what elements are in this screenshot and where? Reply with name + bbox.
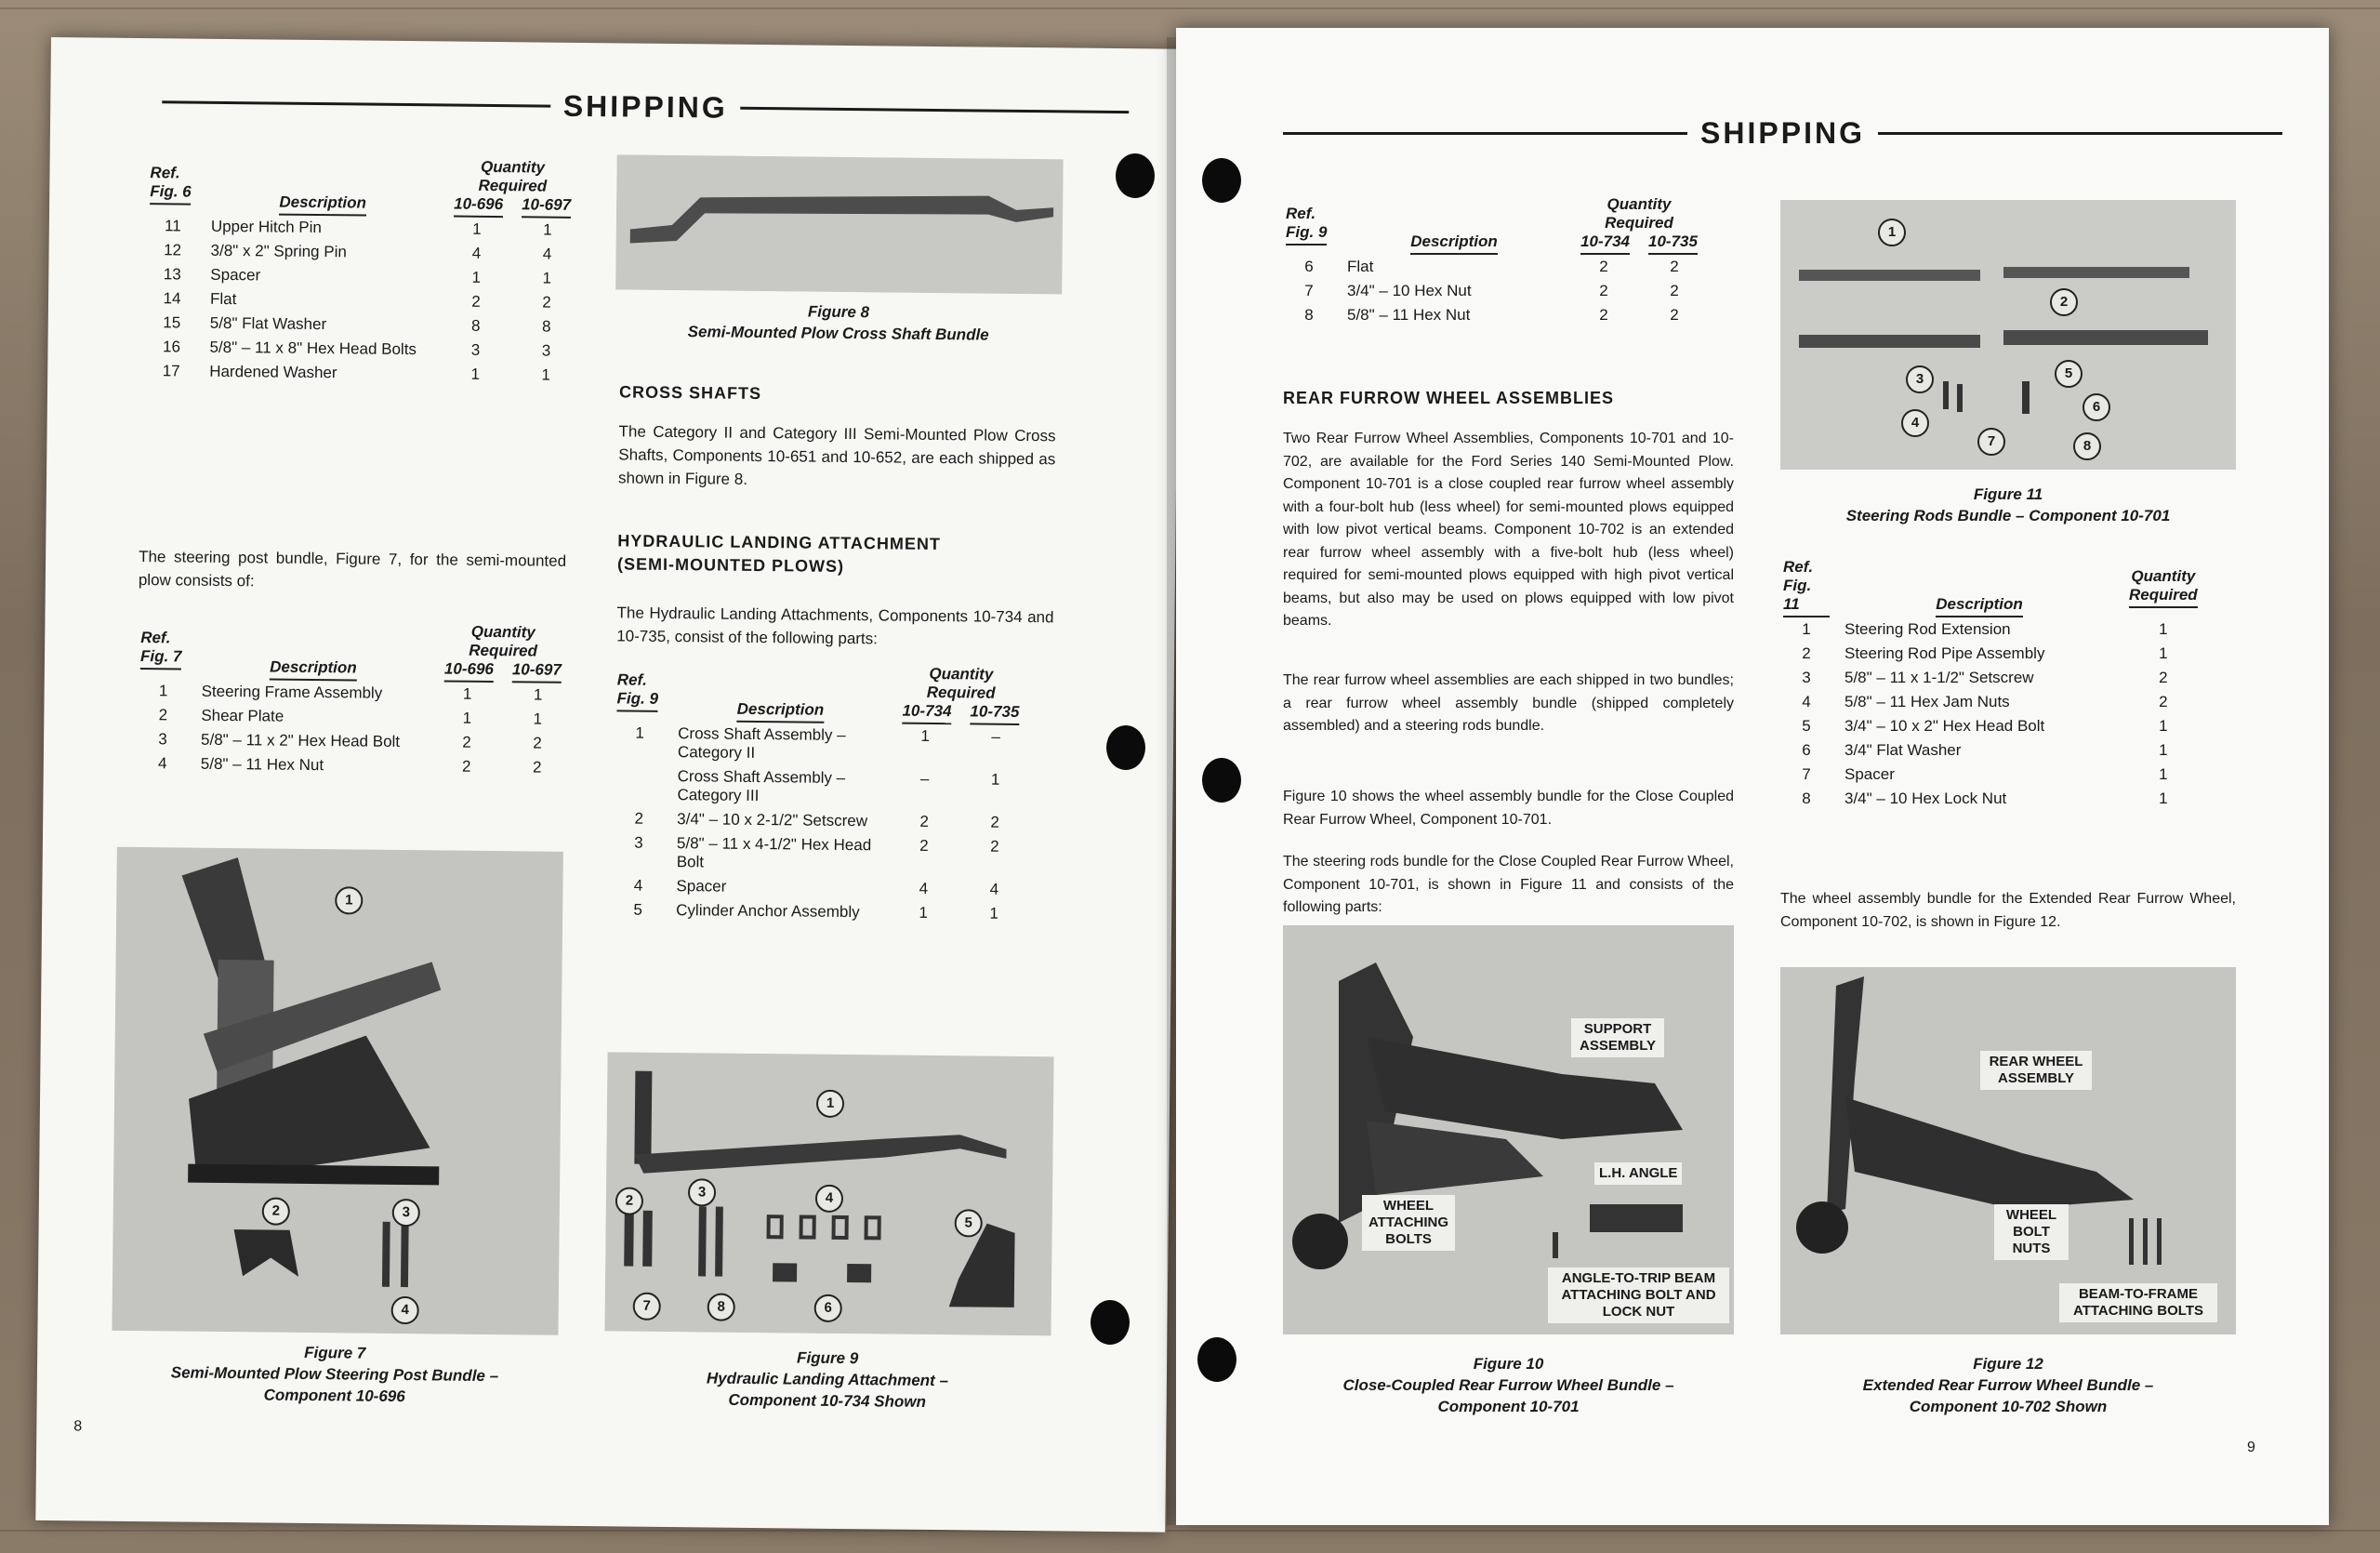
figure-12-photo bbox=[1780, 967, 2236, 1334]
figure-7-photo bbox=[112, 847, 562, 1335]
page-header bbox=[162, 85, 1129, 129]
figure-10-photo bbox=[1283, 925, 1734, 1334]
fig7-table bbox=[132, 619, 575, 780]
cell-b: 2 bbox=[1670, 258, 1679, 275]
cell-ref: 4 bbox=[157, 754, 167, 773]
callout-2: 2 bbox=[615, 1187, 643, 1215]
cell-b: 2 bbox=[990, 837, 999, 856]
rear-text-3: Figure 10 shows the wheel assembly bundle for the Close Coupled Rear Furrow Wheel, Component 10-701. bbox=[1283, 789, 1734, 828]
col-b-label: 10-697 bbox=[522, 195, 571, 219]
table-row bbox=[1278, 279, 1710, 303]
cell-a: 1 bbox=[471, 268, 482, 286]
cell-desc: 5/8" – 11 x 8" Hex Head Bolts bbox=[209, 338, 417, 359]
table-row bbox=[140, 359, 581, 388]
cell-a: 1 bbox=[919, 903, 929, 922]
table-row bbox=[1776, 787, 2205, 811]
table-row bbox=[1776, 617, 2205, 642]
qty-label: Quantity Required bbox=[926, 664, 996, 702]
cell-b: 4 bbox=[542, 245, 552, 263]
callout-3: 3 bbox=[688, 1178, 716, 1206]
qty-label: Quantity Required bbox=[469, 622, 538, 660]
cell-desc: Hardened Washer bbox=[209, 362, 337, 382]
page-header bbox=[1283, 116, 2282, 151]
cell-a: 4 bbox=[919, 879, 929, 897]
cell-ref: 3 bbox=[158, 730, 167, 749]
callout-1: 1 bbox=[1878, 219, 1906, 246]
cell-a: 2 bbox=[919, 812, 930, 830]
cell-q: 1 bbox=[2159, 620, 2168, 638]
header-title: SHIPPING bbox=[562, 88, 728, 125]
cell-desc: Flat bbox=[1347, 258, 1374, 275]
cell-a: 1 bbox=[472, 219, 482, 238]
table-row bbox=[608, 830, 1030, 878]
desc-label: Description bbox=[1936, 595, 2023, 617]
cell-desc: 5/8" – 11 Hex Nut bbox=[1347, 306, 1471, 324]
cell-q: 1 bbox=[2159, 741, 2168, 759]
col-a-label: 10-696 bbox=[454, 195, 503, 219]
fig9-continued-table bbox=[1278, 195, 1710, 327]
cell-desc: 5/8" Flat Washer bbox=[209, 313, 327, 334]
callout-7: 7 bbox=[633, 1293, 661, 1321]
figure-11-photo bbox=[1780, 200, 2236, 470]
cell-desc: Flat bbox=[209, 289, 237, 309]
callout-5: 5 bbox=[955, 1209, 983, 1237]
cell-ref: 14 bbox=[163, 289, 181, 308]
cell-ref: 2 bbox=[1802, 644, 1811, 662]
cell-desc: 3/4" – 10 x 2" Hex Head Bolt bbox=[1844, 717, 2045, 735]
cell-desc: Spacer bbox=[210, 265, 261, 285]
caption-line: Close-Coupled Rear Furrow Wheel Bundle – bbox=[1342, 1376, 1674, 1394]
cell-b: 1 bbox=[989, 904, 999, 923]
cell-desc: Steering Rod Pipe Assembly bbox=[1844, 644, 2045, 662]
cell-a: 8 bbox=[470, 316, 481, 335]
cell-a: 2 bbox=[471, 292, 481, 311]
callout-7: 7 bbox=[1977, 428, 2005, 456]
cell-a: 2 bbox=[461, 757, 471, 776]
rear-text-2: The rear furrow wheel assemblies are each shipped in two bundles; a rear furrow wheel assembly bundle (shipped completely assembled) and a steering rods bundle. bbox=[1283, 672, 1734, 734]
qty-label: Quantity Required bbox=[2129, 567, 2198, 608]
desc-label: Description bbox=[737, 700, 825, 723]
caption-line: Component 10-696 bbox=[263, 1386, 405, 1406]
callout-4: 4 bbox=[815, 1185, 843, 1213]
cell-b: 1 bbox=[533, 710, 543, 728]
wheel-attaching-bolts-label: WHEEL ATTACHING BOLTS bbox=[1362, 1195, 1455, 1251]
caption-line: Figure 11 bbox=[1973, 485, 2043, 503]
caption-line: Figure 12 bbox=[1973, 1355, 2043, 1373]
table-row bbox=[1776, 763, 2205, 787]
cell-b: 2 bbox=[1670, 306, 1679, 324]
figure-8-caption bbox=[615, 299, 1062, 346]
cell-ref: 1 bbox=[635, 723, 645, 742]
caption-line: Hydraulic Landing Attachment – bbox=[706, 1369, 949, 1390]
callout-3: 3 bbox=[392, 1199, 420, 1227]
cell-desc: Steering Frame Assembly bbox=[201, 682, 383, 702]
angle-trip-label: ANGLE-TO-TRIP BEAM ATTACHING BOLT AND LOCK NUT bbox=[1548, 1268, 1729, 1323]
rear-text-1: Two Rear Furrow Wheel Assemblies, Components 10-701 and 10-702, are available for the Ford Series 140 Semi-Mounted Plow. Component 10-701 is a close coupled rear furrow wheel assembly with a four-bolt hub (less wheel) for semi-mounted plows equipped with low pivot vertical beams. Component 10-702 is an extended rear furrow wheel assembly with a five-bolt hub (less wheel) required for semi-mounted plows equipped with high pivot vertical beams, but also may be used on plows equipped with low pivot beams. bbox=[1283, 431, 1734, 629]
hydraulic-heading-1: HYDRAULIC LANDING ATTACHMENT bbox=[617, 531, 942, 554]
cell-b: 2 bbox=[533, 734, 542, 752]
cell-b: 1 bbox=[533, 685, 543, 704]
desc-label: Description bbox=[279, 193, 366, 217]
cell-ref bbox=[608, 763, 669, 807]
cell-ref: 4 bbox=[633, 876, 643, 895]
cell-a: 2 bbox=[919, 836, 929, 855]
cell-desc: Cross Shaft Assembly – Category III bbox=[677, 767, 846, 805]
cell-ref: 7 bbox=[1802, 765, 1811, 783]
figure-7-caption bbox=[112, 1340, 559, 1409]
col-b-label: 10-735 bbox=[970, 702, 1019, 725]
cell-desc: 3/4" – 10 x 2-1/2" Setscrew bbox=[677, 810, 868, 830]
cell-desc: Upper Hitch Pin bbox=[210, 217, 323, 237]
figure-9-photo bbox=[604, 1052, 1053, 1335]
page-number: 9 bbox=[2247, 1440, 2255, 1455]
callout-5: 5 bbox=[2055, 360, 2082, 388]
caption-line: Figure 10 bbox=[1473, 1355, 1544, 1373]
cell-b: 2 bbox=[532, 758, 542, 776]
cell-ref: 5 bbox=[1802, 717, 1811, 735]
col-a-label: 10-734 bbox=[902, 702, 951, 725]
qty-label: Quantity Required bbox=[478, 157, 548, 195]
cell-desc: Cylinder Anchor Assembly bbox=[676, 901, 860, 922]
cell-a: 4 bbox=[471, 244, 482, 262]
cell-ref: 6 bbox=[1802, 741, 1811, 759]
table-row bbox=[1278, 303, 1710, 327]
table-row bbox=[1776, 666, 2205, 690]
cell-desc: Steering Rod Extension bbox=[1844, 620, 2011, 638]
cell-b: 8 bbox=[541, 317, 551, 336]
cell-b: 2 bbox=[542, 293, 551, 312]
col-b-label: 10-697 bbox=[512, 660, 562, 684]
cell-desc: 5/8" – 11 x 1-1/2" Setscrew bbox=[1844, 669, 2034, 686]
caption-line: Figure 8 bbox=[807, 302, 870, 322]
cell-b: 2 bbox=[1670, 282, 1679, 299]
lh-angle-label: L.H. ANGLE bbox=[1594, 1162, 1682, 1185]
caption-line: Figure 7 bbox=[304, 1343, 366, 1362]
beam-frame-bolts-label: BEAM-TO-FRAME ATTACHING BOLTS bbox=[2059, 1283, 2217, 1322]
cell-ref: 13 bbox=[163, 265, 181, 284]
cell-q: 2 bbox=[2159, 669, 2168, 686]
callout-2: 2 bbox=[2050, 288, 2078, 316]
fig12-intro: The wheel assembly bundle for the Extended Rear Furrow Wheel, Component 10-702, is shown in Figure 12. bbox=[1780, 891, 2236, 930]
fig-label: Fig. 9 bbox=[1286, 223, 1327, 246]
qty-label: Quantity Required bbox=[1605, 195, 1673, 232]
cell-a: 2 bbox=[1599, 258, 1608, 275]
col-a-label: 10-696 bbox=[444, 659, 494, 683]
cross-shaft-illustration bbox=[615, 154, 1063, 294]
wheel-bolt-nuts-label: WHEEL BOLT NUTS bbox=[1994, 1204, 2069, 1260]
desc-label: Description bbox=[1410, 232, 1498, 255]
ref-label: Ref. bbox=[616, 670, 648, 689]
table-row bbox=[608, 763, 1030, 811]
steering-post-illustration bbox=[112, 847, 562, 1335]
callout-6: 6 bbox=[814, 1294, 842, 1322]
cell-q: 1 bbox=[2159, 644, 2168, 662]
cell-desc: 3/4" Flat Washer bbox=[1844, 741, 1962, 759]
cell-desc: 5/8" – 11 Hex Nut bbox=[200, 754, 324, 775]
cell-ref: 2 bbox=[634, 809, 644, 828]
cell-desc: 3/4" – 10 Hex Lock Nut bbox=[1844, 790, 2007, 807]
ref-label: Ref. bbox=[1286, 205, 1316, 222]
hydraulic-text: The Hydraulic Landing Attachments, Components 10-734 and 10-735, consist of the following parts: bbox=[616, 604, 1054, 648]
cell-ref: 4 bbox=[1802, 693, 1811, 710]
col-b-label: 10-735 bbox=[1648, 232, 1698, 255]
cell-desc: 5/8" – 11 x 4-1/2" Hex Head Bolt bbox=[676, 834, 872, 871]
cell-a: 2 bbox=[462, 733, 471, 751]
caption-line: Component 10-734 Shown bbox=[728, 1390, 927, 1411]
cell-desc: Shear Plate bbox=[201, 706, 284, 725]
caption-line: Semi-Mounted Plow Steering Post Bundle – bbox=[170, 1363, 499, 1386]
cell-desc: Spacer bbox=[676, 877, 727, 896]
binder-hole bbox=[1202, 758, 1241, 803]
cell-b: 2 bbox=[990, 813, 1000, 831]
figure-9-caption bbox=[604, 1345, 1051, 1414]
figure-8-photo bbox=[615, 154, 1063, 294]
table-row bbox=[607, 897, 1029, 926]
table-row bbox=[609, 721, 1031, 768]
fig6-table bbox=[140, 154, 584, 388]
cell-ref: 2 bbox=[158, 706, 168, 724]
cell-q: 1 bbox=[2159, 765, 2168, 783]
cell-ref: 17 bbox=[162, 362, 180, 380]
cell-b: 1 bbox=[542, 269, 552, 287]
cell-ref: 6 bbox=[1304, 258, 1314, 275]
ref-label: Ref. bbox=[140, 629, 171, 647]
cell-a: 2 bbox=[1599, 282, 1608, 299]
cell-desc: Spacer bbox=[1844, 765, 1895, 783]
binder-hole bbox=[1197, 1337, 1236, 1382]
cell-desc: Cross Shaft Assembly – Category II bbox=[677, 724, 846, 762]
cell-a: 1 bbox=[470, 365, 481, 383]
steering-rods-illustration bbox=[1780, 200, 2236, 470]
table-row bbox=[1776, 642, 2205, 666]
cell-ref: 7 bbox=[1304, 282, 1314, 299]
callout-3: 3 bbox=[1906, 365, 1934, 393]
left-page bbox=[35, 37, 1181, 1533]
caption-line: Figure 9 bbox=[797, 1348, 859, 1368]
cell-q: 1 bbox=[2159, 790, 2168, 807]
table-row bbox=[1776, 738, 2205, 763]
ref-label: Ref. bbox=[1783, 558, 1814, 576]
cell-desc: 5/8" – 11 x 2" Hex Head Bolt bbox=[201, 730, 401, 750]
cell-ref: 3 bbox=[634, 833, 643, 852]
cell-q: 1 bbox=[2159, 717, 2168, 735]
cell-b: 4 bbox=[989, 880, 999, 898]
callout-2: 2 bbox=[262, 1197, 290, 1225]
figure-11-caption bbox=[1780, 484, 2236, 526]
cell-a: 1 bbox=[920, 726, 931, 745]
fig-label: Fig. 7 bbox=[140, 647, 182, 670]
binder-hole bbox=[1091, 1300, 1130, 1345]
support-assembly-label: SUPPORT ASSEMBLY bbox=[1571, 1018, 1664, 1057]
cross-shafts-heading: CROSS SHAFTS bbox=[618, 382, 762, 404]
cell-ref: 8 bbox=[1304, 306, 1314, 324]
callout-4: 4 bbox=[1901, 409, 1929, 437]
cell-ref: 15 bbox=[163, 313, 181, 332]
table-row bbox=[1278, 255, 1710, 279]
figure-12-caption bbox=[1780, 1353, 2236, 1417]
callout-1: 1 bbox=[335, 886, 363, 914]
cell-desc: 3/4" – 10 Hex Nut bbox=[1347, 282, 1472, 299]
caption-line: Component 10-702 Shown bbox=[1909, 1398, 2108, 1415]
cell-a: 1 bbox=[462, 709, 472, 727]
cell-ref: 12 bbox=[164, 241, 182, 259]
desc-label: Description bbox=[270, 658, 357, 682]
cell-ref: 16 bbox=[162, 338, 181, 356]
rear-furrow-heading: REAR FURROW WHEEL ASSEMBLIES bbox=[1283, 389, 1615, 407]
col-a-label: 10-734 bbox=[1580, 232, 1630, 255]
caption-line: Semi-Mounted Plow Cross Shaft Bundle bbox=[687, 323, 989, 344]
cell-b: – bbox=[991, 727, 1001, 746]
cell-b: 1 bbox=[543, 220, 552, 239]
caption-line: Component 10-701 bbox=[1437, 1398, 1580, 1415]
table-row bbox=[132, 751, 573, 780]
cell-desc: 3/8" x 2" Spring Pin bbox=[210, 241, 347, 261]
cell-desc: 5/8" – 11 Hex Jam Nuts bbox=[1844, 693, 2010, 710]
ref-label: Ref. bbox=[150, 164, 180, 182]
table-row bbox=[1776, 690, 2205, 714]
cell-ref: 11 bbox=[164, 217, 181, 235]
cell-ref: 1 bbox=[1802, 620, 1811, 638]
cell-q: 2 bbox=[2159, 693, 2168, 710]
cell-a: 3 bbox=[470, 340, 481, 359]
fig-label: Fig. 11 bbox=[1783, 577, 1830, 617]
right-page bbox=[1176, 28, 2329, 1525]
fig-label: Fig. 9 bbox=[616, 689, 658, 711]
caption-line: Steering Rods Bundle – Component 10-701 bbox=[1845, 507, 2171, 524]
caption-line: Extended Rear Furrow Wheel Bundle – bbox=[1862, 1376, 2154, 1394]
rear-text-4: The steering rods bundle for the Close Coupled Rear Furrow Wheel, Component 10-701, is shown in Figure 11 and consists of the following parts: bbox=[1283, 854, 1734, 915]
page-number: 8 bbox=[73, 1418, 83, 1435]
cell-ref: 1 bbox=[158, 682, 168, 700]
header-title: SHIPPING bbox=[1700, 116, 1865, 150]
hydraulic-heading-2: (SEMI-MOUNTED PLOWS) bbox=[616, 554, 845, 576]
cell-ref: 5 bbox=[633, 900, 643, 919]
cross-shafts-text: The Category II and Category III Semi-Mounted Plow Cross Shafts, Components 10-651 and 10-652, are each shipped as shown in Figure 8. bbox=[617, 422, 1056, 488]
cell-b: 3 bbox=[541, 341, 551, 360]
extended-wheel-illustration bbox=[1780, 967, 2236, 1334]
fig11-table bbox=[1776, 558, 2205, 811]
callout-4: 4 bbox=[391, 1296, 419, 1324]
cell-b: 1 bbox=[541, 365, 551, 384]
cell-a: 1 bbox=[462, 684, 472, 703]
table-row bbox=[1776, 714, 2205, 738]
cell-a: – bbox=[919, 769, 930, 788]
steering-intro: The steering post bundle, Figure 7, for the semi-mounted plow consists of: bbox=[138, 548, 567, 591]
cell-ref: 8 bbox=[1802, 790, 1811, 807]
cell-a: 2 bbox=[1599, 306, 1608, 324]
callout-8: 8 bbox=[2073, 432, 2101, 460]
binder-hole bbox=[1202, 158, 1241, 203]
callout-1: 1 bbox=[816, 1090, 844, 1118]
fig9-table bbox=[607, 661, 1032, 926]
callout-6: 6 bbox=[2082, 393, 2110, 421]
binder-hole bbox=[1116, 153, 1155, 198]
cell-ref: 3 bbox=[1802, 669, 1811, 686]
binder-hole bbox=[1106, 725, 1145, 770]
cell-b: 1 bbox=[990, 770, 1000, 789]
callout-8: 8 bbox=[707, 1293, 735, 1321]
figure-10-caption bbox=[1283, 1353, 1734, 1417]
rear-wheel-assembly-label: REAR WHEEL ASSEMBLY bbox=[1980, 1051, 2092, 1090]
fig-label: Fig. 6 bbox=[150, 182, 192, 205]
